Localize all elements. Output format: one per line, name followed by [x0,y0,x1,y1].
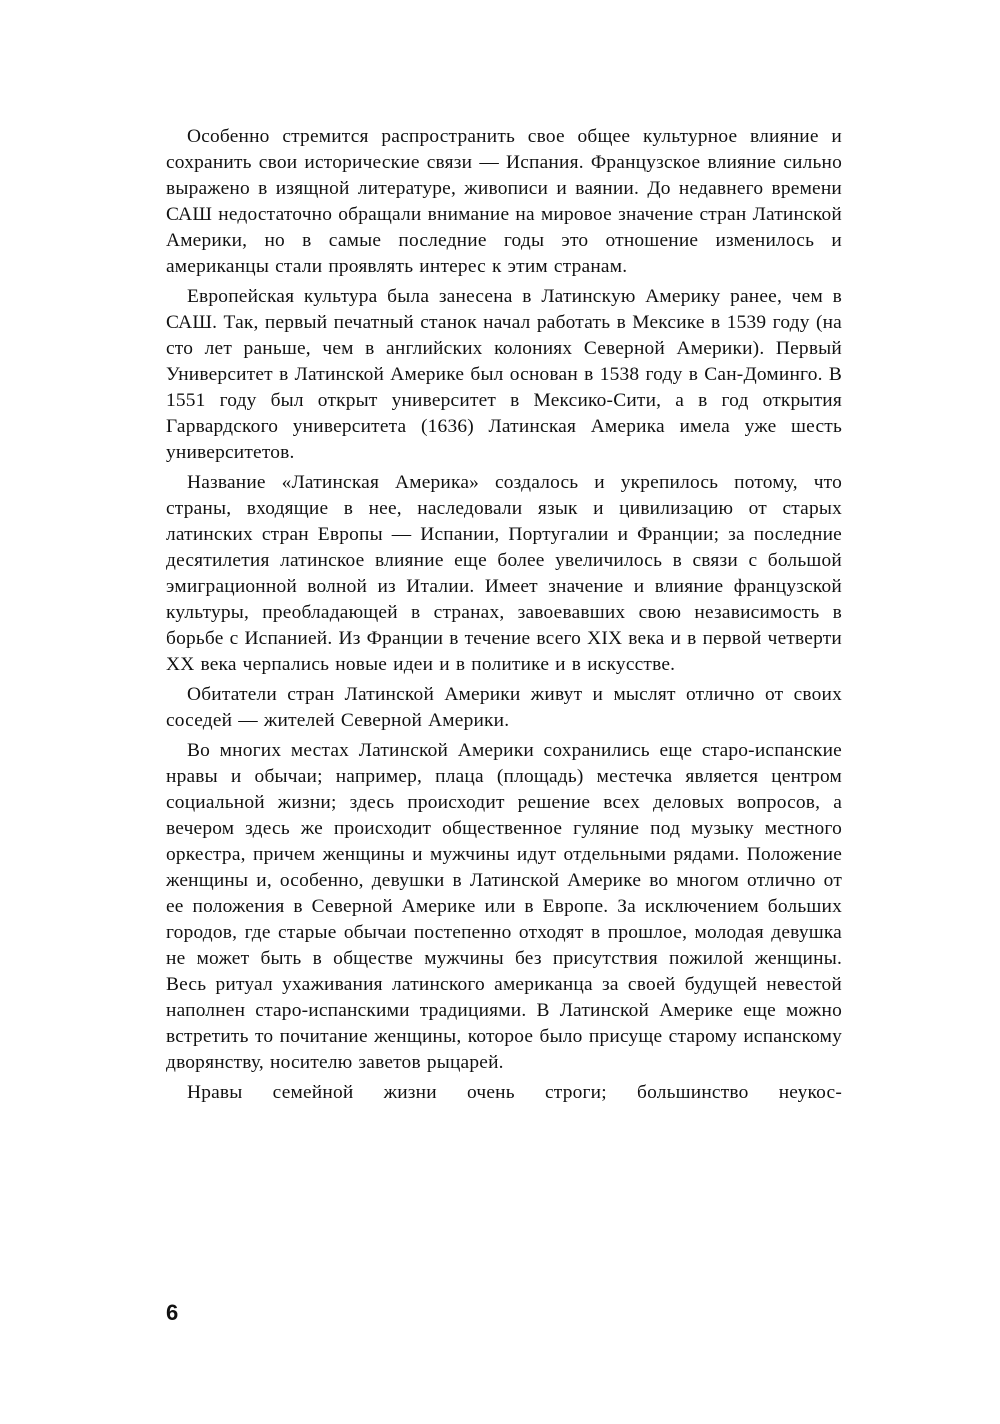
paragraph-3: Название «Латинская Америка» создалось и укрепилось потому, что страны, входящие в нее, наследовали язык и цивилизацию от старых латинских стран Европы — Испании, Португалии и Франции; за последние десятилетия латинское влияние еще более увеличилось в связи с большой эмиграционной волной из Италии. Имеет значение и влияние французской культуры, преобладающей в странах, завоевавших свою независимость в борьбе с Испанией. Из Франции в течение всего XIX века и в первой четверти XX века черпались новые идеи и в политике и в искусстве. [166,472,842,675]
paragraph-6: Нравы семейной жизни очень строги; большинство неукос- [187,1082,842,1103]
page-body [166,124,842,1110]
page-number: 6 [166,1300,179,1325]
paragraph-2: Европейская культура была занесена в Латинскую Америку ранее, чем в САШ. Так, первый печатный станок начал работать в Мексике в 1539 году (на сто лет раньше, чем в английских колониях Северной Америки). Первый Университет в Латинской Америке был основан в 1538 году в Сан-Доминго. В 1551 году был открыт университет в Мексико-Сити, а в год открытия Гарвардского университета (1636) Латинская Америка имела уже шесть университетов. [166,286,842,463]
paragraph-1: Особенно стремится распространить свое общее культурное влияние и сохранить свои исторические связи — Испания. Французское влияние сильно выражено в изящной литературе, живописи и ваянии. До недавнего времени САШ недостаточно обращали внимание на мировое значение стран Латинской Америки, но в самые последние годы это отношение изменилось и американцы стали проявлять интерес к этим странам. [166,126,842,277]
paragraph-4: Обитатели стран Латинской Америки живут и мыслят отлично от своих соседей — жителей Северной Америки. [166,684,842,731]
paragraph-5: Во многих местах Латинской Америки сохранились еще старо-испанские нравы и обычаи; например, плаца (площадь) местечка является центром социальной жизни; здесь происходит решение всех деловых вопросов, а вечером здесь же происходит общественное гуляние под музыку местного оркестра, причем женщины и мужчины идут отдельными рядами. Положение женщины и, особенно, девушки в Латинской Америке во многом отлично от ее положения в Северной Америке или в Европе. За исключением больших городов, где старые обычаи постепенно отходят в прошлое, молодая девушка не может быть в обществе мужчины без присутствия пожилой женщины. Весь ритуал ухаживания латинского американца за своей будущей невестой наполнен старо-испанскими традициями. В Латинской Америке еще можно встретить то почитание женщины, которое было присуще старому испанскому дворянству, носителю заветов рыцарей. [166,740,842,1073]
